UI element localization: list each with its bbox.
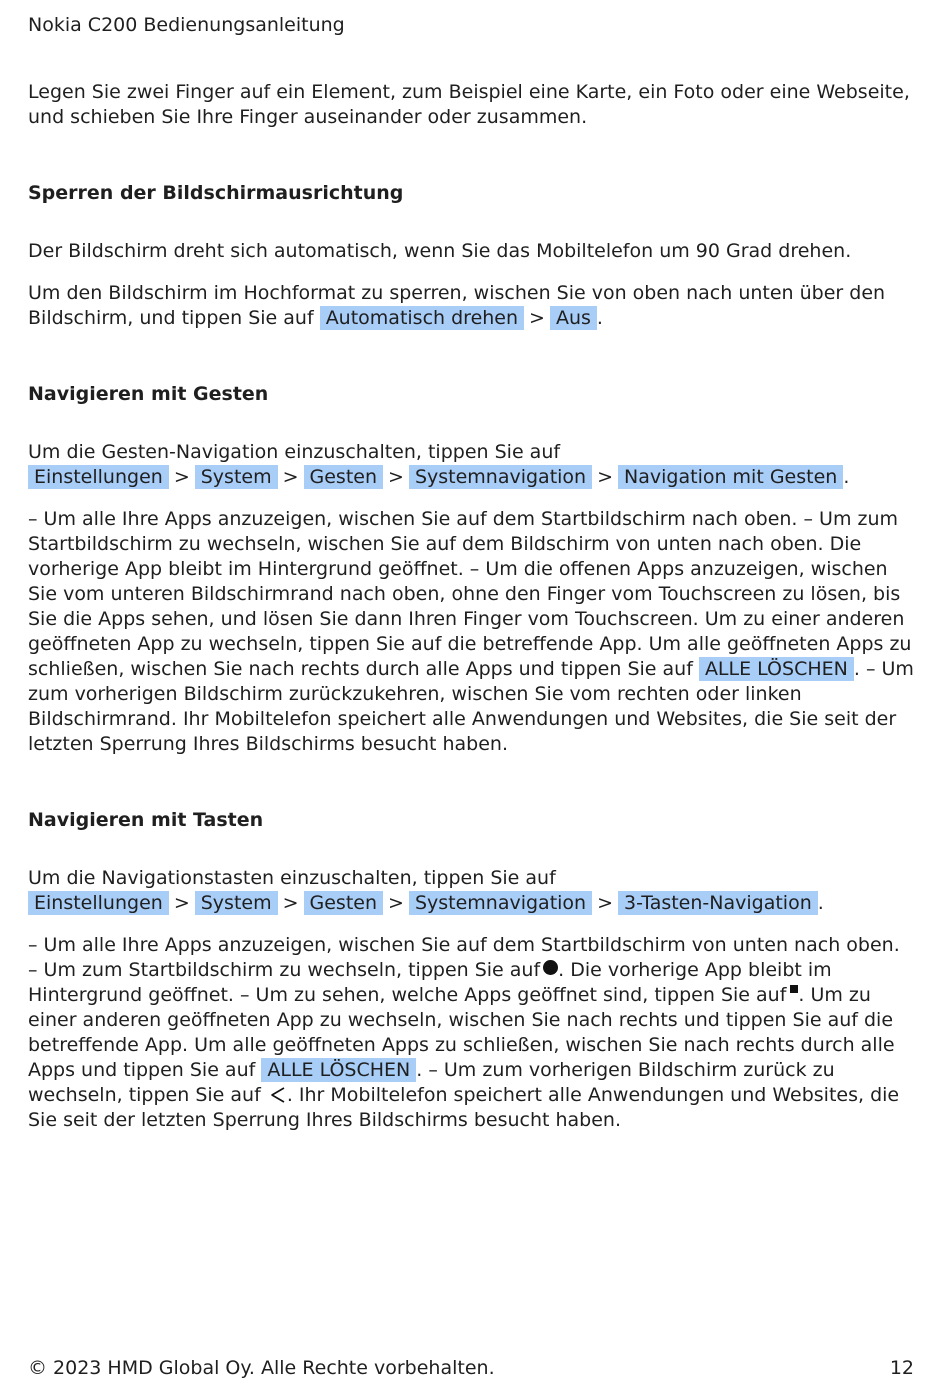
- keys-body-text-3: . Um zu einer anderen geöffneten App zu wechseln, wischen Sie nach rechts und tippen Sie auf die betreffende App. Um alle geöffneten Apps zu schließen, wischen Sie nach rechts durch alle Apps und tippen Sie auf: [28, 984, 895, 1081]
- gestures-body-text-1: – Um alle Ihre Apps anzuzeigen, wischen Sie auf dem Startbildschirm nach oben. – Um zum Startbildschirm zu wechseln, wischen Sie auf dem Bildschirm von unten nach oben. Die vorherige App bleibt im Hintergrund geöffnet. – Um die offenen Apps anzuzeigen, wischen Sie vom unteren Bildschirmrand nach oben, ohne den Finger vom Touchscreen zu lösen, bis Sie die Apps sehen, und lösen Sie dann Ihren Finger vom Touchscreen. Um zu einer anderen geöffneten App zu wechseln, tippen Sie auf die betreffende App. Um alle geöffneten Apps zu schließen, wischen Sie nach rechts durch alle Apps und tippen Sie auf: [28, 508, 912, 680]
- menu-separator: >: [282, 466, 299, 488]
- keys-heading: Navigieren mit Tasten: [28, 809, 264, 831]
- footer-page-number: 12: [889, 1357, 914, 1379]
- auto-rotate-label: Automatisch drehen: [320, 306, 524, 330]
- rotation-paragraph-1: Der Bildschirm dreht sich automatisch, wenn Sie das Mobiltelefon um 90 Grad drehen.: [28, 240, 852, 262]
- gestures-body-text-2: – Um zum vorherigen Bildschirm zurückzukehren, wischen Sie vom rechten oder linken Bildschirmrand. Ihr Mobiltelefon speichert alle Anwendungen und Websites, die Sie seit der letzten Sperrung Ihres Bildschirms besucht haben.: [28, 658, 914, 755]
- off-label: Aus: [550, 306, 597, 330]
- settings-label: Einstellungen: [28, 891, 169, 915]
- period: .: [817, 892, 824, 914]
- keys-body-text-4: . – Um zum vorherigen Bildschirm zurück zu wechseln, tippen Sie auf: [28, 1059, 835, 1106]
- system-label: System: [195, 891, 278, 915]
- menu-separator: >: [388, 892, 404, 914]
- system-navigation-label: Systemnavigation: [409, 891, 592, 915]
- menu-separator: >: [529, 307, 545, 329]
- period: .: [853, 658, 860, 680]
- footer-copyright: © 2023 HMD Global Oy. Alle Rechte vorbehalten.: [28, 1357, 495, 1379]
- system-label: System: [195, 465, 278, 489]
- menu-separator: >: [173, 892, 190, 914]
- menu-separator: >: [597, 892, 614, 914]
- keys-intro-text: Um die Navigationstasten einzuschalten, tippen Sie auf: [28, 867, 556, 889]
- rotation-text: Um den Bildschirm im Hochformat zu sperren, wischen Sie von oben nach unten über den Bildschirm, und tippen Sie auf: [28, 282, 886, 329]
- clear-all-label: ALLE LÖSCHEN: [261, 1058, 416, 1082]
- three-key-navigation-label: 3-Tasten-Navigation: [618, 891, 818, 915]
- pinch-zoom-paragraph: Legen Sie zwei Finger auf ein Element, zum Beispiel eine Karte, ein Foto oder eine Webseite, und schieben Sie Ihre Finger auseinander oder zusammen.: [28, 81, 910, 128]
- gestures-heading: Navigieren mit Gesten: [28, 383, 269, 405]
- clear-all-label: ALLE LÖSCHEN: [699, 657, 854, 681]
- keys-body-text-2: . Die vorherige App bleibt im Hintergrund geöffnet. – Um zu sehen, welche Apps geöffnet sind, tippen Sie auf: [28, 959, 832, 1006]
- page-content: [28, 80, 914, 1133]
- rotation-paragraph-2: [28, 281, 914, 331]
- gestures-intro-text: Um die Gesten-Navigation einzuschalten, tippen Sie auf: [28, 441, 561, 463]
- keys-body-text-5: . Ihr Mobiltelefon speichert alle Anwendungen und Websites, die Sie seit der letzten Sperrung Ihres Bildschirms besucht haben.: [28, 1084, 900, 1131]
- system-navigation-label: Systemnavigation: [409, 465, 592, 489]
- back-triangle-icon: [269, 1086, 287, 1104]
- keys-intro-paragraph: [28, 866, 914, 916]
- menu-separator: >: [388, 466, 404, 488]
- menu-separator: >: [597, 466, 614, 488]
- menu-separator: >: [173, 466, 190, 488]
- gestures-label: Gesten: [304, 465, 384, 489]
- home-circle-icon: [543, 960, 558, 975]
- menu-separator: >: [282, 892, 299, 914]
- keys-body-paragraph: [28, 933, 914, 1133]
- gestures-label: Gesten: [304, 891, 384, 915]
- keys-body-text-1: – Um alle Ihre Apps anzuzeigen, wischen Sie auf dem Startbildschirm von unten nach oben. – Um zum Startbildschirm zu wechseln, tippen Sie auf: [28, 934, 900, 981]
- settings-label: Einstellungen: [28, 465, 169, 489]
- gestures-body-paragraph: [28, 507, 914, 757]
- rotation-heading: Sperren der Bildschirmausrichtung: [28, 182, 404, 204]
- period: .: [843, 466, 850, 488]
- page-header-title: Nokia C200 Bedienungsanleitung: [28, 14, 345, 36]
- gestures-intro-paragraph: [28, 440, 914, 490]
- gesture-navigation-label: Navigation mit Gesten: [618, 465, 843, 489]
- period: .: [596, 307, 603, 329]
